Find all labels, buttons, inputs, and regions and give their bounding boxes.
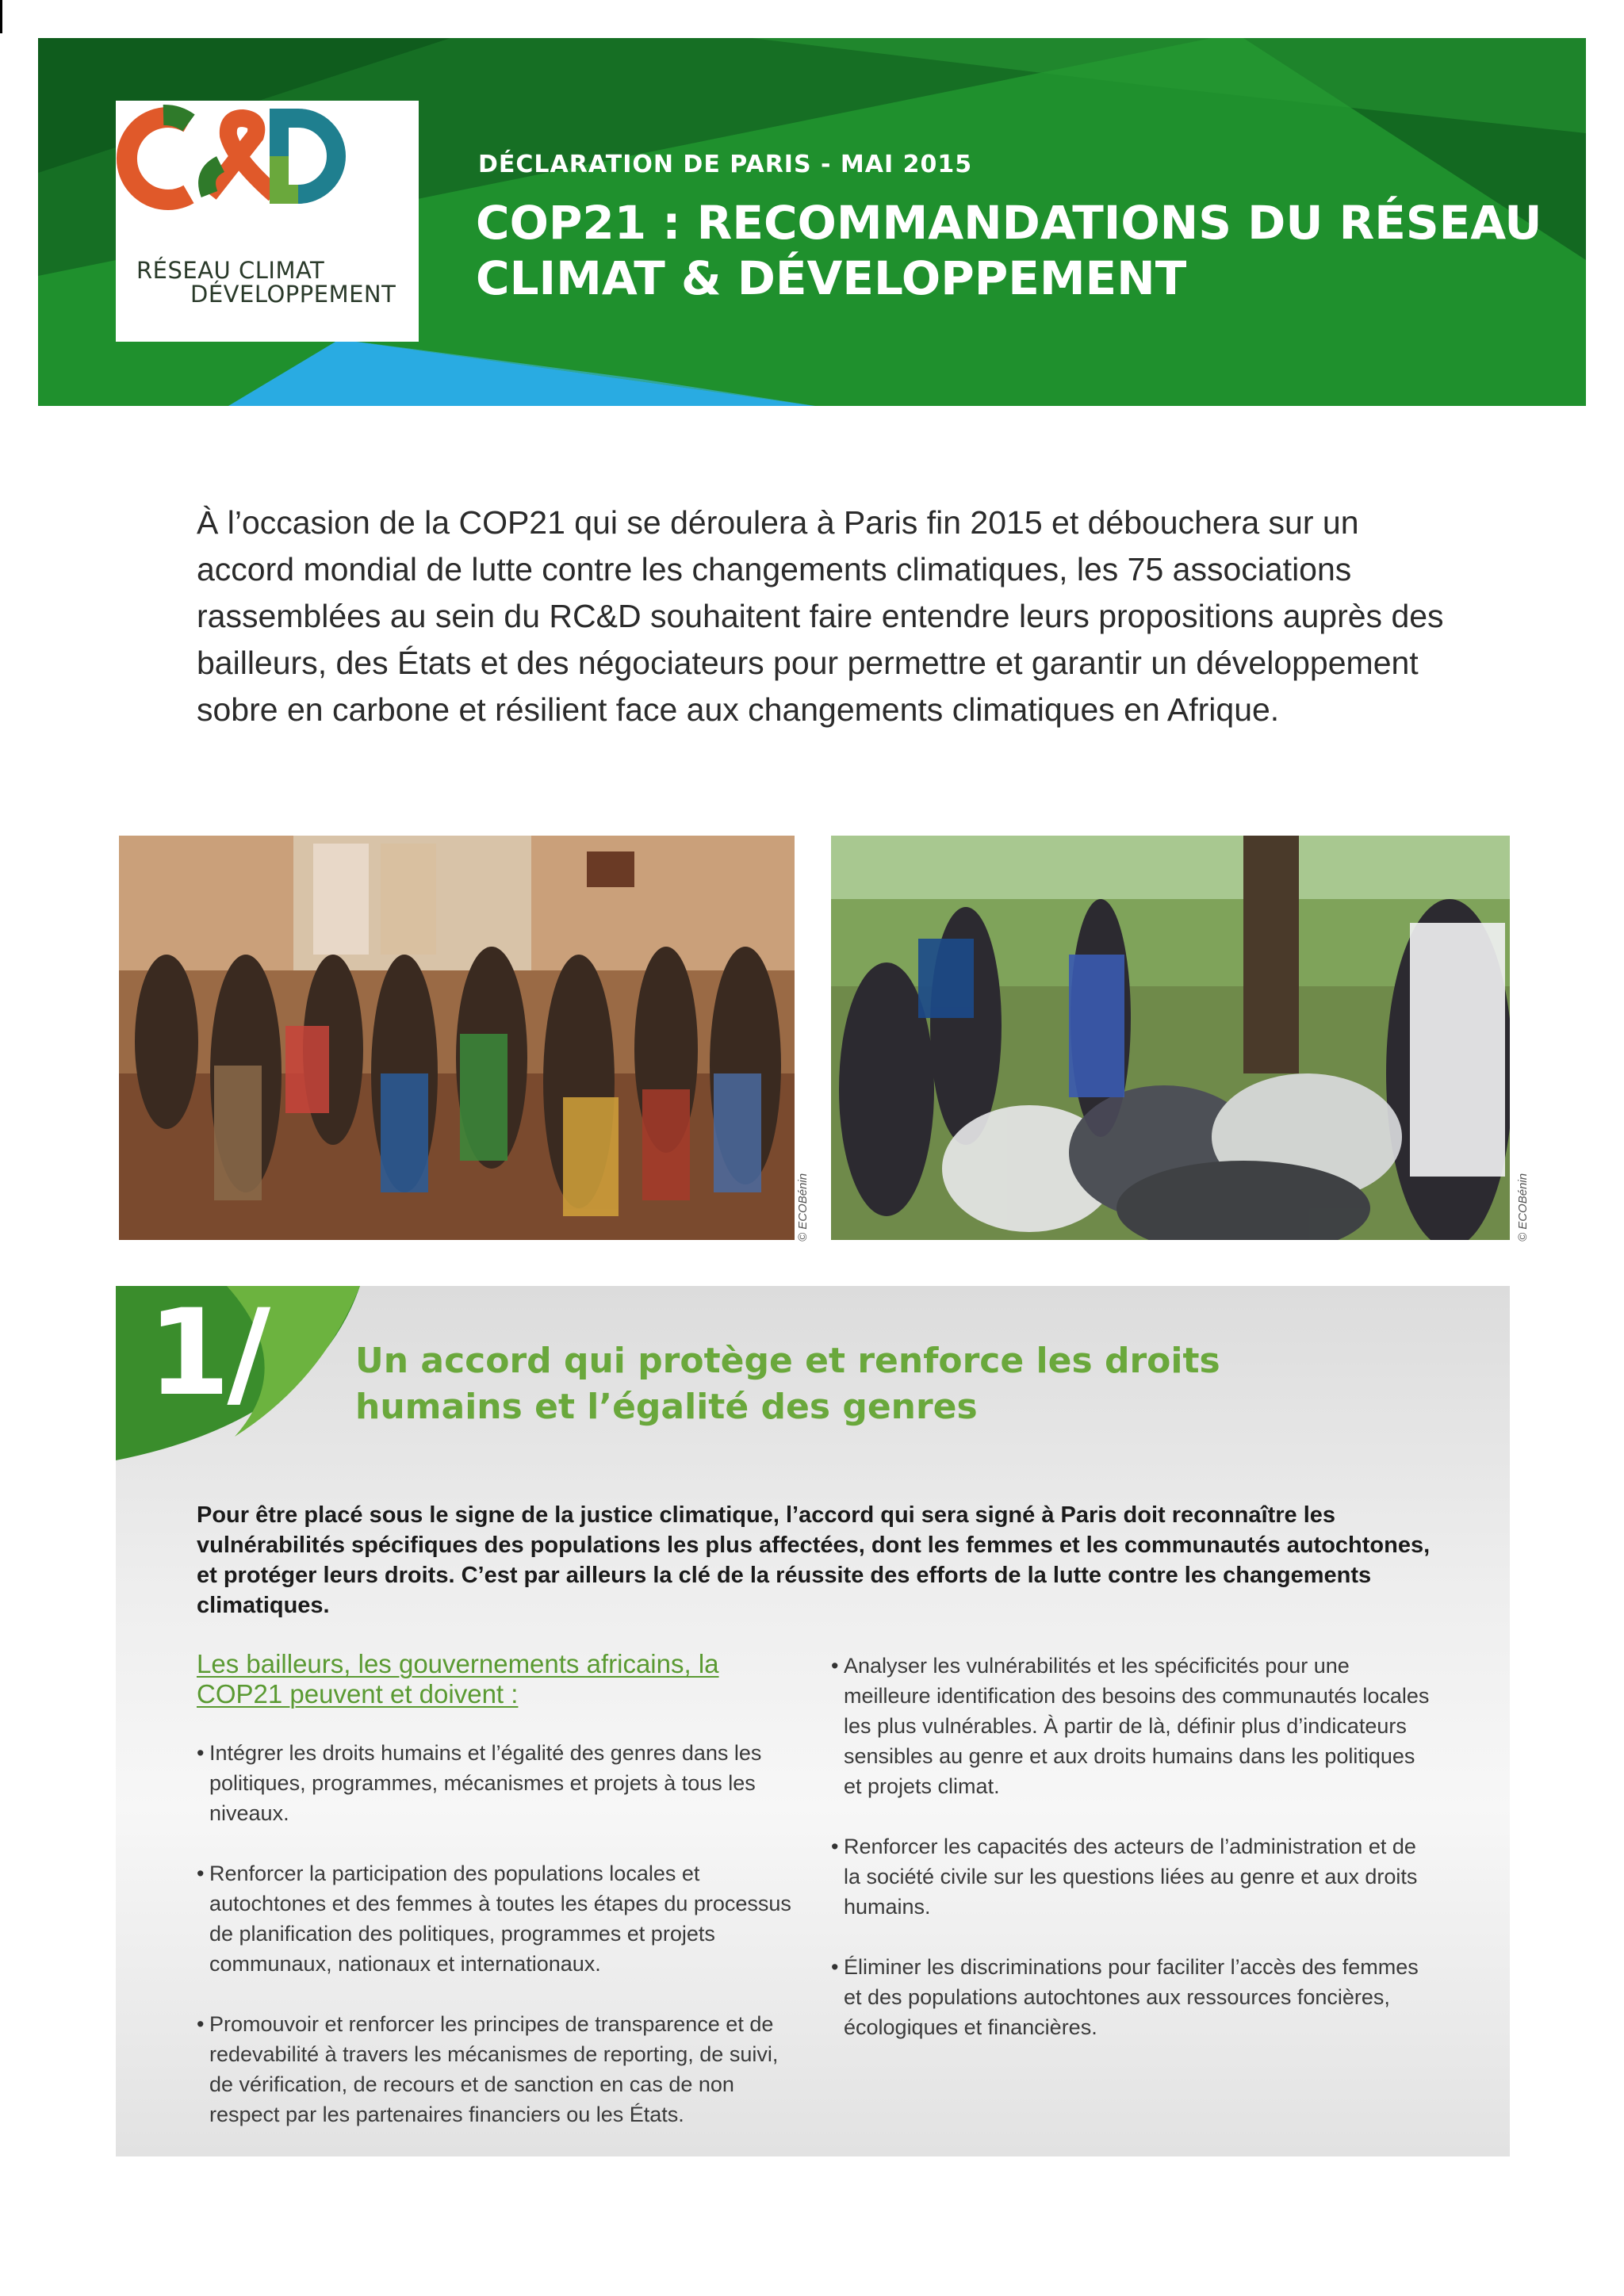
photo-credit-2: © ECOBénin bbox=[1516, 1173, 1530, 1242]
page-title: COP21 : RECOMMANDATIONS DU RÉSEAU CLIMAT & DÉVELOPPEMENT bbox=[476, 196, 1542, 305]
logo-line-1: RÉSEAU CLIMAT bbox=[136, 257, 325, 284]
section-title: Un accord qui protège et renforce les droits humains et l’égalité des genres bbox=[355, 1341, 1220, 1427]
photo-1-image bbox=[119, 836, 795, 1240]
column-heading bbox=[197, 1649, 768, 1709]
photo-gathering-women bbox=[119, 836, 795, 1240]
logo-line-2: DÉVELOPPEMENT bbox=[190, 281, 396, 308]
list-item: • Intégrer les droits humains et l’égalité des genres dans les politiques, programmes, mécanismes et projets à tous les niveaux. bbox=[197, 1738, 796, 1828]
right-bullet-list bbox=[831, 1651, 1431, 2072]
column-heading-text: Les bailleurs, les gouvernements africains, la COP21 peuvent et doivent : bbox=[197, 1649, 719, 1709]
intro-paragraph: À l’occasion de la COP21 qui se déroulera à Paris fin 2015 et débouchera sur un accord mondial de lutte contre les changements climatiques, les 75 associations rassemblées au sein du RC&D souhaitent faire entendre leurs propositions auprès des bailleurs, des États et des négociateurs pour permettre et garantir un développement sobre en carbone et résilient face aux changements climatiques en Afrique. bbox=[197, 504, 1444, 728]
list-item: • Promouvoir et renforcer les principes de transparence et de redevabilité à travers les mécanismes de reporting, de suivi, de vérification, de recours et de sanction en cas de non respect par les partenaires financiers ou les États. bbox=[197, 2009, 796, 2130]
section-lead: Pour être placé sous le signe de la justice climatique, l’accord qui sera signé à Paris doit reconnaître les vulnérabilités spécifiques des populations les plus affectées, dont les femmes et les communautés autochtones, et protéger leurs droits. C’est par ailleurs la clé de la réussite des efforts de la lutte contre les changements climatiques. bbox=[197, 1502, 1431, 1618]
cd-logo-icon bbox=[116, 101, 354, 220]
photo-community-meeting bbox=[831, 836, 1510, 1240]
photo-2-image bbox=[831, 836, 1510, 1240]
list-item: • Analyser les vulnérabilités et les spécificités pour une meilleure identification des besoins des communautés locales les plus vulnérables. À partir de là, définir plus d’indicateurs sensibles au genre et aux droits humains dans les politiques et projets climat. bbox=[831, 1651, 1431, 1801]
list-item: • Renforcer les capacités des acteurs de l’administration et de la société civile sur les questions liées au genre et aux droits humains. bbox=[831, 1831, 1431, 1922]
header-banner bbox=[38, 38, 1586, 406]
left-bullet-list bbox=[197, 1738, 796, 2156]
section-1-panel bbox=[116, 1286, 1510, 2156]
logo bbox=[116, 101, 419, 342]
kicker: DÉCLARATION DE PARIS - MAI 2015 bbox=[478, 151, 973, 178]
list-item: • Renforcer la participation des populations locales et autochtones et des femmes à toutes les étapes du processus de planification des politiques, programmes et projets communaux, nationaux et internationaux. bbox=[197, 1858, 796, 1979]
list-item: • Éliminer les discriminations pour faciliter l’accès des femmes et des populations autochtones aux ressources foncières, écologiques et financières. bbox=[831, 1952, 1431, 2042]
crop-mark bbox=[0, 0, 2, 33]
photo-credit-1: © ECOBénin bbox=[796, 1173, 810, 1242]
section-number: 1/ bbox=[147, 1286, 268, 1422]
